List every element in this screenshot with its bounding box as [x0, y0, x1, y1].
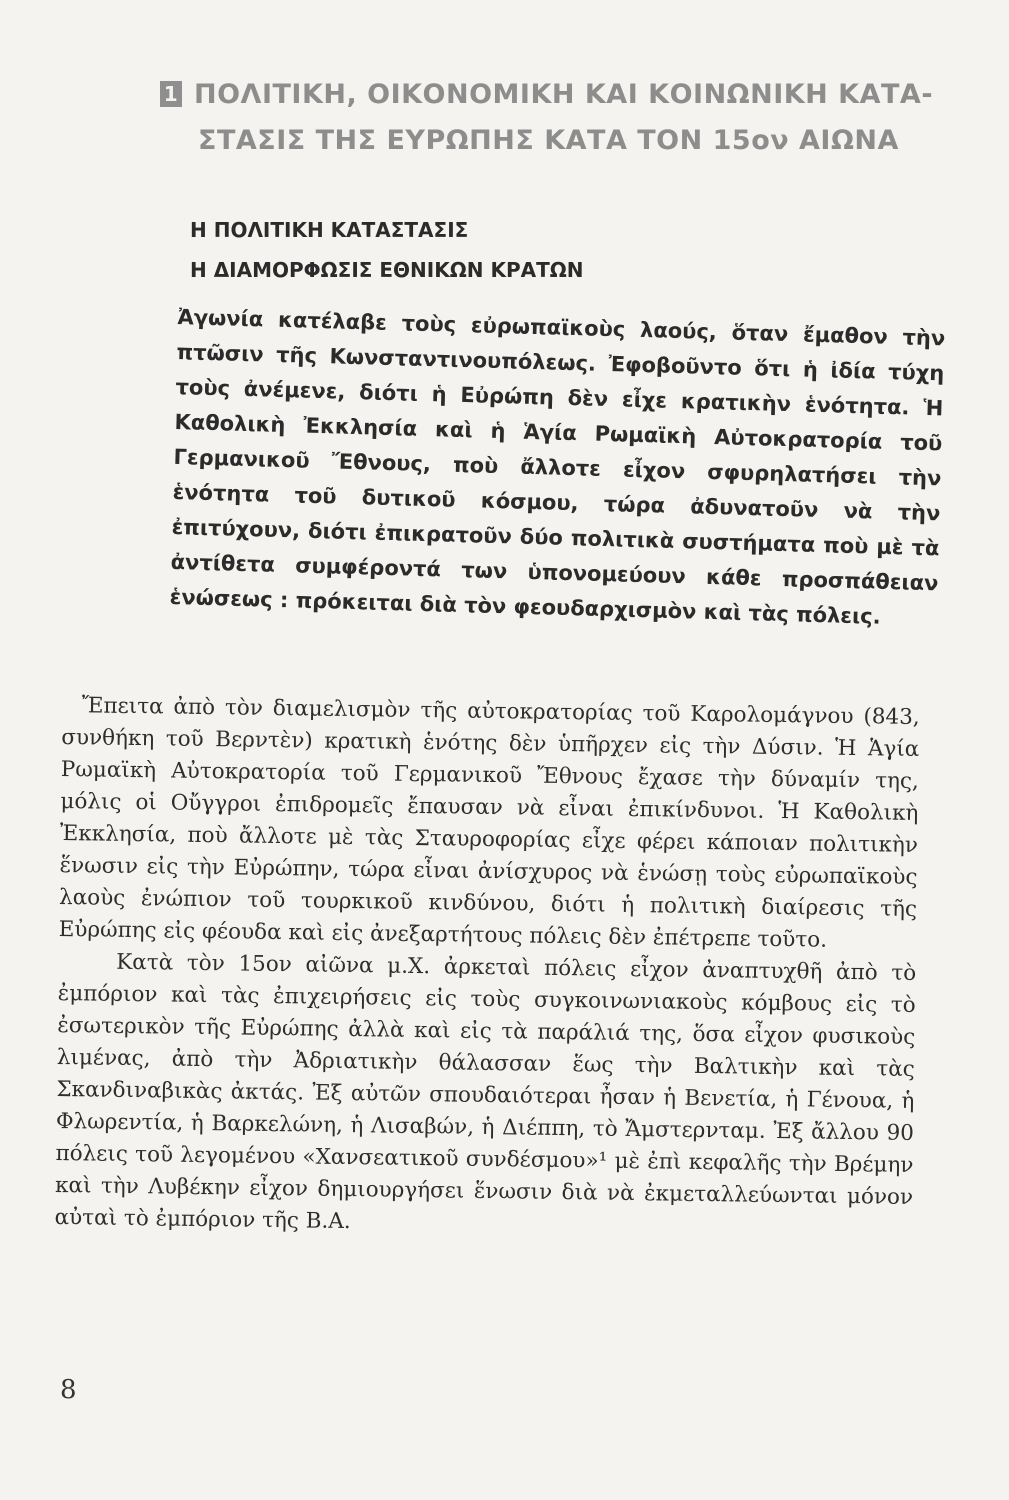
page-number: 8	[60, 1375, 77, 1405]
chapter-title-line-1: ΠΟΛΙΤΙΚΗ, ΟΙΚΟΝΟΜΙΚΗ ΚΑΙ ΚΟΙΝΩΝΙΚΗ ΚΑΤΑ-	[194, 79, 934, 110]
chapter-title-line-2: ΣΤΑΣΙΣ ΤΗΣ ΕΥΡΩΠΗΣ ΚΑΤΑ ΤΟΝ 15ον ΑΙΩΝΑ	[198, 125, 899, 156]
body-paragraph: Ἔπειτα ἀπὸ τὸν διαμελισμὸν τῆς αὐτοκρατορίας τοῦ Καρολομάγνου (843, συνθήκη τοῦ Βερντὲν) κρατικὴ ἑνότης δὲν ὑπῆρχεν εἰς τὴν Δύσιν. Ἡ Ἁγία Ρωμαϊκὴ Αὐτοκρατορία τοῦ Γερμανικοῦ Ἔθνους ἔχασε τὴν δύναμίν της, μόλις οἱ Οὔγγροι ἐπιδρομεῖς ἔπαυσαν νὰ εἶναι ἐπικίνδυνοι. Ἡ Καθολικὴ Ἐκκλησία, ποὺ ἄλλοτε μὲ τὰς Σταυροφορίας εἶχε φέρει κάποιαν πολιτικὴν ἕνωσιν εἰς τὴν Εὐρώπην, τώρα εἶναι ἀνίσχυρος νὰ ἑνώσῃ τοὺς εὐρωπαϊκοὺς λαοὺς ἐνώπιον τοῦ τουρκικοῦ κινδύνου, διότι ἡ πολιτικὴ διαίρεσις τῆς Εὐρώπης εἰς φέουδα καὶ εἰς ἀνεξαρτήτους πόλεις δὲν ἐπέτρεπε τοῦτο.	[58, 693, 920, 953]
body-paragraph: Κατὰ τὸν 15ον αἰῶνα μ.Χ. ἀρκεταὶ πόλεις εἶχον ἀναπτυχθῆ ἀπὸ τὸ ἐμπόριον καὶ τὰς ἐπιχειρήσεις εἰς τοὺς συγκοινωνιακοὺς κόμβους εἰς τὸ ἐσωτερικὸν τῆς Εὐρώπης ἀλλὰ καὶ εἰς τὰ παράλιά της, ὅσα εἶχον φυσικοὺς λιμένας, ἀπὸ τὴν Ἀδριατικὴν θάλασσαν ἕως τὴν Βαλτικὴν καὶ τὰς Σκανδιναβικὰς ἀκτάς. Ἐξ αὐτῶν σπουδαιότεραι ἦσαν ἡ Βενετία, ἡ Γένουα, ἡ Φλωρεντία, ἡ Βαρκελώνη, ἡ Λισαβών, ἡ Διέππη, τὸ Ἄμστερνταμ. Ἐξ ἄλλου 90 πόλεις τοῦ λεγομένου «Χανσεατικοῦ συνδέσμου»¹ μὲ ἐπὶ κεφαλῆς τὴν Βρέμην καὶ τὴν Λυβέκην εἶχον δημιουργήσει ἕνωσιν διὰ νὰ ἐκμεταλλεύωνται μόνον αὐταὶ τὸ ἐμπόριον τῆς Β.Α.	[54, 949, 917, 1235]
section-headings	[190, 210, 910, 290]
chapter-number-badge: 1	[160, 81, 182, 107]
chapter-title	[160, 72, 960, 164]
subsection-heading: Η ΔΙΑΜΟΡΦΩΣΙΣ ΕΘΝΙΚΩΝ ΚΡΑΤΩΝ	[190, 258, 584, 282]
body-text	[54, 690, 920, 1246]
intro-paragraph: Ἀγωνία κατέλαβε τοὺς εὐρωπαϊκοὺς λαούς, ὅταν ἔμαθον τὴν πτῶσιν τῆς Κωνσταντινουπόλεως. Ἐφοβοῦντο ὅτι ἡ ἰδία τύχη τοὺς ἀνέμενε, διότι ἡ Εὐρώπη δὲν εἶχε κρατικὴν ἑνότητα. Ἡ Καθολικὴ Ἐκκλησία καὶ ἡ Ἁγία Ρωμαϊκὴ Αὐτοκρατορία τοῦ Γερμανικοῦ Ἔθνους, ποὺ ἄλλοτε εἶχον σφυρηλατήσει τὴν ἑνότητα τοῦ δυτικοῦ κόσμου, τώρα ἀδυνατοῦν νὰ τὴν ἐπιτύχουν, διότι ἐπικρατοῦν δύο πολιτικὰ συστήματα ποὺ μὲ τὰ ἀντίθετα συμφέροντά των ὑπονομεύουν κάθε προσπάθειαν ἑνώσεως : πρόκειται διὰ τὸν φεουδαρχισμὸν καὶ τὰς πόλεις.	[169, 304, 946, 629]
section-heading: Η ΠΟΛΙΤΙΚΗ ΚΑΤΑΣΤΑΣΙΣ	[190, 218, 469, 242]
